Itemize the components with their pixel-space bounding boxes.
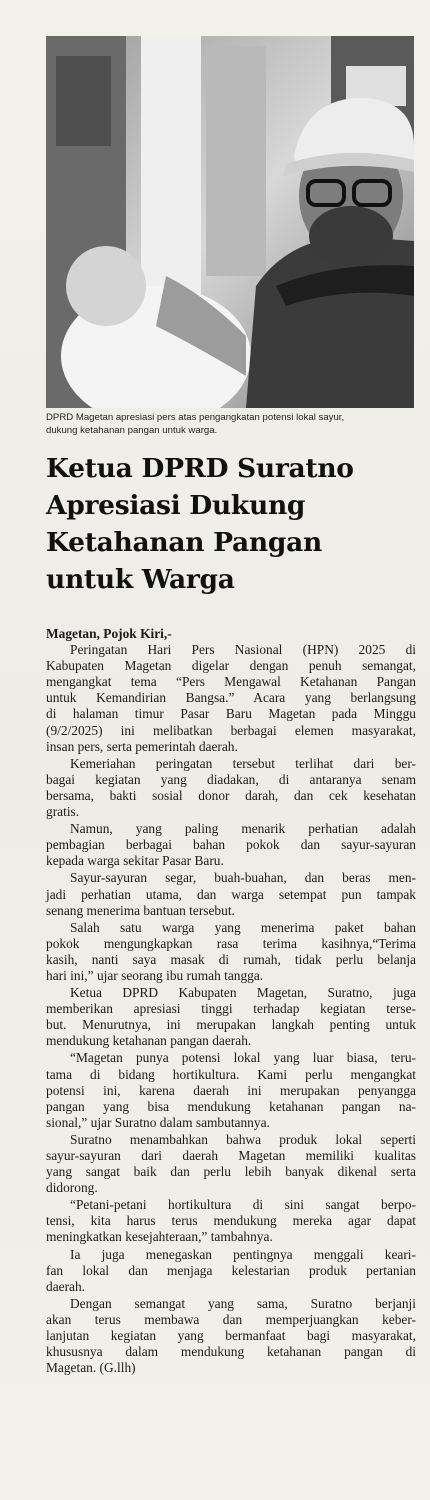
photo-caption: [46, 411, 418, 437]
paragraph-line: Salah satu warga yang menerima paket bahan: [70, 919, 416, 935]
paragraph-line: sional,” ujar Suratno dalam sambutannya.: [46, 1114, 270, 1130]
paragraph-line: lanjutan kegiatan yang bermanfaat bagi masyarakat,: [46, 1328, 416, 1344]
paragraph-line: Ia juga menegaskan pentingnya menggali keari-: [70, 1246, 416, 1262]
paragraph-line: mengangkat tema “Pers Mengawal Ketahanan Pangan: [46, 674, 416, 690]
article-paragraph: [46, 1247, 416, 1295]
caption-line: dukung ketahanan pangan untuk warga.: [46, 425, 218, 436]
news-photo: [46, 36, 414, 408]
headline-line: untuk Warga: [46, 564, 235, 595]
paragraph-line: Kabupaten Magetan digelar dengan penuh semangat,: [46, 658, 416, 674]
photo-person-icon: [46, 36, 414, 408]
paragraph-line: meningkatkan kesejahteraan,” tambahnya.: [46, 1229, 273, 1245]
paragraph-line: didorong.: [46, 1180, 98, 1196]
paragraph-line: pokok mengungkapkan rasa terima kasihnya,“Terima: [46, 935, 416, 951]
paragraph-line: bersama, bakti sosial donor darah, dan cek kesehatan: [46, 787, 416, 803]
paragraph-line: gratis.: [46, 804, 80, 820]
article-paragraph: [46, 920, 416, 984]
dateline: Magetan, Pojok Kiri,-: [46, 626, 172, 641]
paragraph-line: Dengan semangat yang sama, Suratno berjanji: [70, 1295, 416, 1311]
paragraph-line: senang menerima bantuan tersebut.: [46, 902, 235, 918]
headline-line: Ketua DPRD Suratno: [46, 453, 354, 484]
paragraph-line: “Petani-petani hortikultura di sini sangat berpo-: [70, 1197, 416, 1213]
article-paragraph: [46, 1296, 416, 1376]
paragraph-line: memberikan apresiasi tinggi terhadap kegiatan terse-: [46, 1001, 416, 1017]
article-paragraph: [46, 642, 416, 755]
article-paragraph: [46, 756, 416, 820]
paragraph-line: pembagian berbagai bahan pokok dan sayur-sayuran: [46, 837, 416, 853]
headline-line: Apresiasi Dukung: [46, 490, 306, 521]
paragraph-line: Namun, yang paling menarik perhatian adalah: [70, 821, 416, 837]
paragraph-line: khususnya dalam mendukung ketahanan pangan di: [46, 1344, 416, 1360]
article-paragraph: [46, 821, 416, 869]
paragraph-line: sayur-sayuran dari daerah Magetan memiliki kualitas: [46, 1148, 416, 1163]
caption-line: DPRD Magetan apresiasi pers atas pengangkatan potensi lokal sayur,: [46, 412, 345, 423]
paragraph-line: “Magetan punya potensi lokal yang luar biasa, teru-: [70, 1050, 416, 1066]
paragraph-line: Suratno menambahkan bahwa produk lokal seperti: [70, 1131, 416, 1147]
paragraph-line: pangan yang bisa mendukung ketahanan pangan na-: [46, 1098, 416, 1114]
article-paragraph: [46, 1132, 416, 1196]
paragraph-line: Magetan. (G.llh): [46, 1360, 136, 1376]
paragraph-line: di halaman timur Pasar Baru Magetan pada Minggu: [46, 706, 416, 722]
headline-line: Ketahanan Pangan: [46, 527, 322, 558]
paragraph-line: Peringatan Hari Pers Nasional (HPN) 2025 di: [70, 642, 416, 658]
paragraph-line: Kemeriahan peringatan tersebut terlihat dari ber-: [70, 755, 416, 771]
paragraph-line: tensi, kita harus terus mendukung mereka agar dapat: [46, 1213, 416, 1229]
paragraph-line: kepada warga sekitar Pasar Baru.: [46, 853, 224, 869]
paragraph-line: hari ini,” ujar seorang ibu rumah tangga.: [46, 967, 264, 983]
paragraph-line: akan terus membawa dan memperjuangkan keber-: [46, 1311, 416, 1327]
paragraph-line: bagai kegiatan yang diadakan, di antaranya senam: [46, 771, 416, 787]
paragraph-line: Ketua DPRD Kabupaten Magetan, Suratno, juga: [70, 985, 416, 1001]
paragraph-line: jadi perhatian utama, dan warga setempat pun tampak: [46, 886, 416, 902]
paragraph-line: kasih, nanti saya masak di rumah, tidak perlu belanja: [46, 951, 416, 967]
paragraph-line: tama di bidang hortikultura. Kami perlu mengangkat: [46, 1066, 416, 1082]
paragraph-line: insan pers, serta pemerintah daerah.: [46, 738, 238, 754]
paragraph-line: yang sangat baik dan perlu lebih banyak dikenal serta: [46, 1164, 416, 1180]
paragraph-line: daerah.: [46, 1278, 86, 1294]
article-paragraph: [46, 1050, 416, 1130]
paragraph-line: Sayur-sayuran segar, buah-buahan, dan beras men-: [70, 870, 416, 886]
article-paragraph: [46, 1197, 416, 1245]
paragraph-line: potensi ini, karena daerah ini merupakan penyangga: [46, 1082, 416, 1098]
article-paragraph: [46, 870, 416, 918]
paragraph-line: untuk Kemandirian Bangsa.” Acara yang berlangsung: [46, 690, 416, 706]
paragraph-line: (9/2/2025) ini melibatkan berbagai elemen masyarakat,: [46, 722, 416, 738]
paragraph-line: but. Menurutnya, ini merupakan langkah penting untuk: [46, 1017, 416, 1033]
paragraph-line: fan lokal dan menjaga kelestarian produk pertanian: [46, 1262, 416, 1278]
article-body: [46, 626, 416, 1377]
paragraph-line: mendukung ketahanan pangan daerah.: [46, 1033, 252, 1049]
article-headline: [46, 450, 418, 598]
article-paragraph: [46, 985, 416, 1049]
